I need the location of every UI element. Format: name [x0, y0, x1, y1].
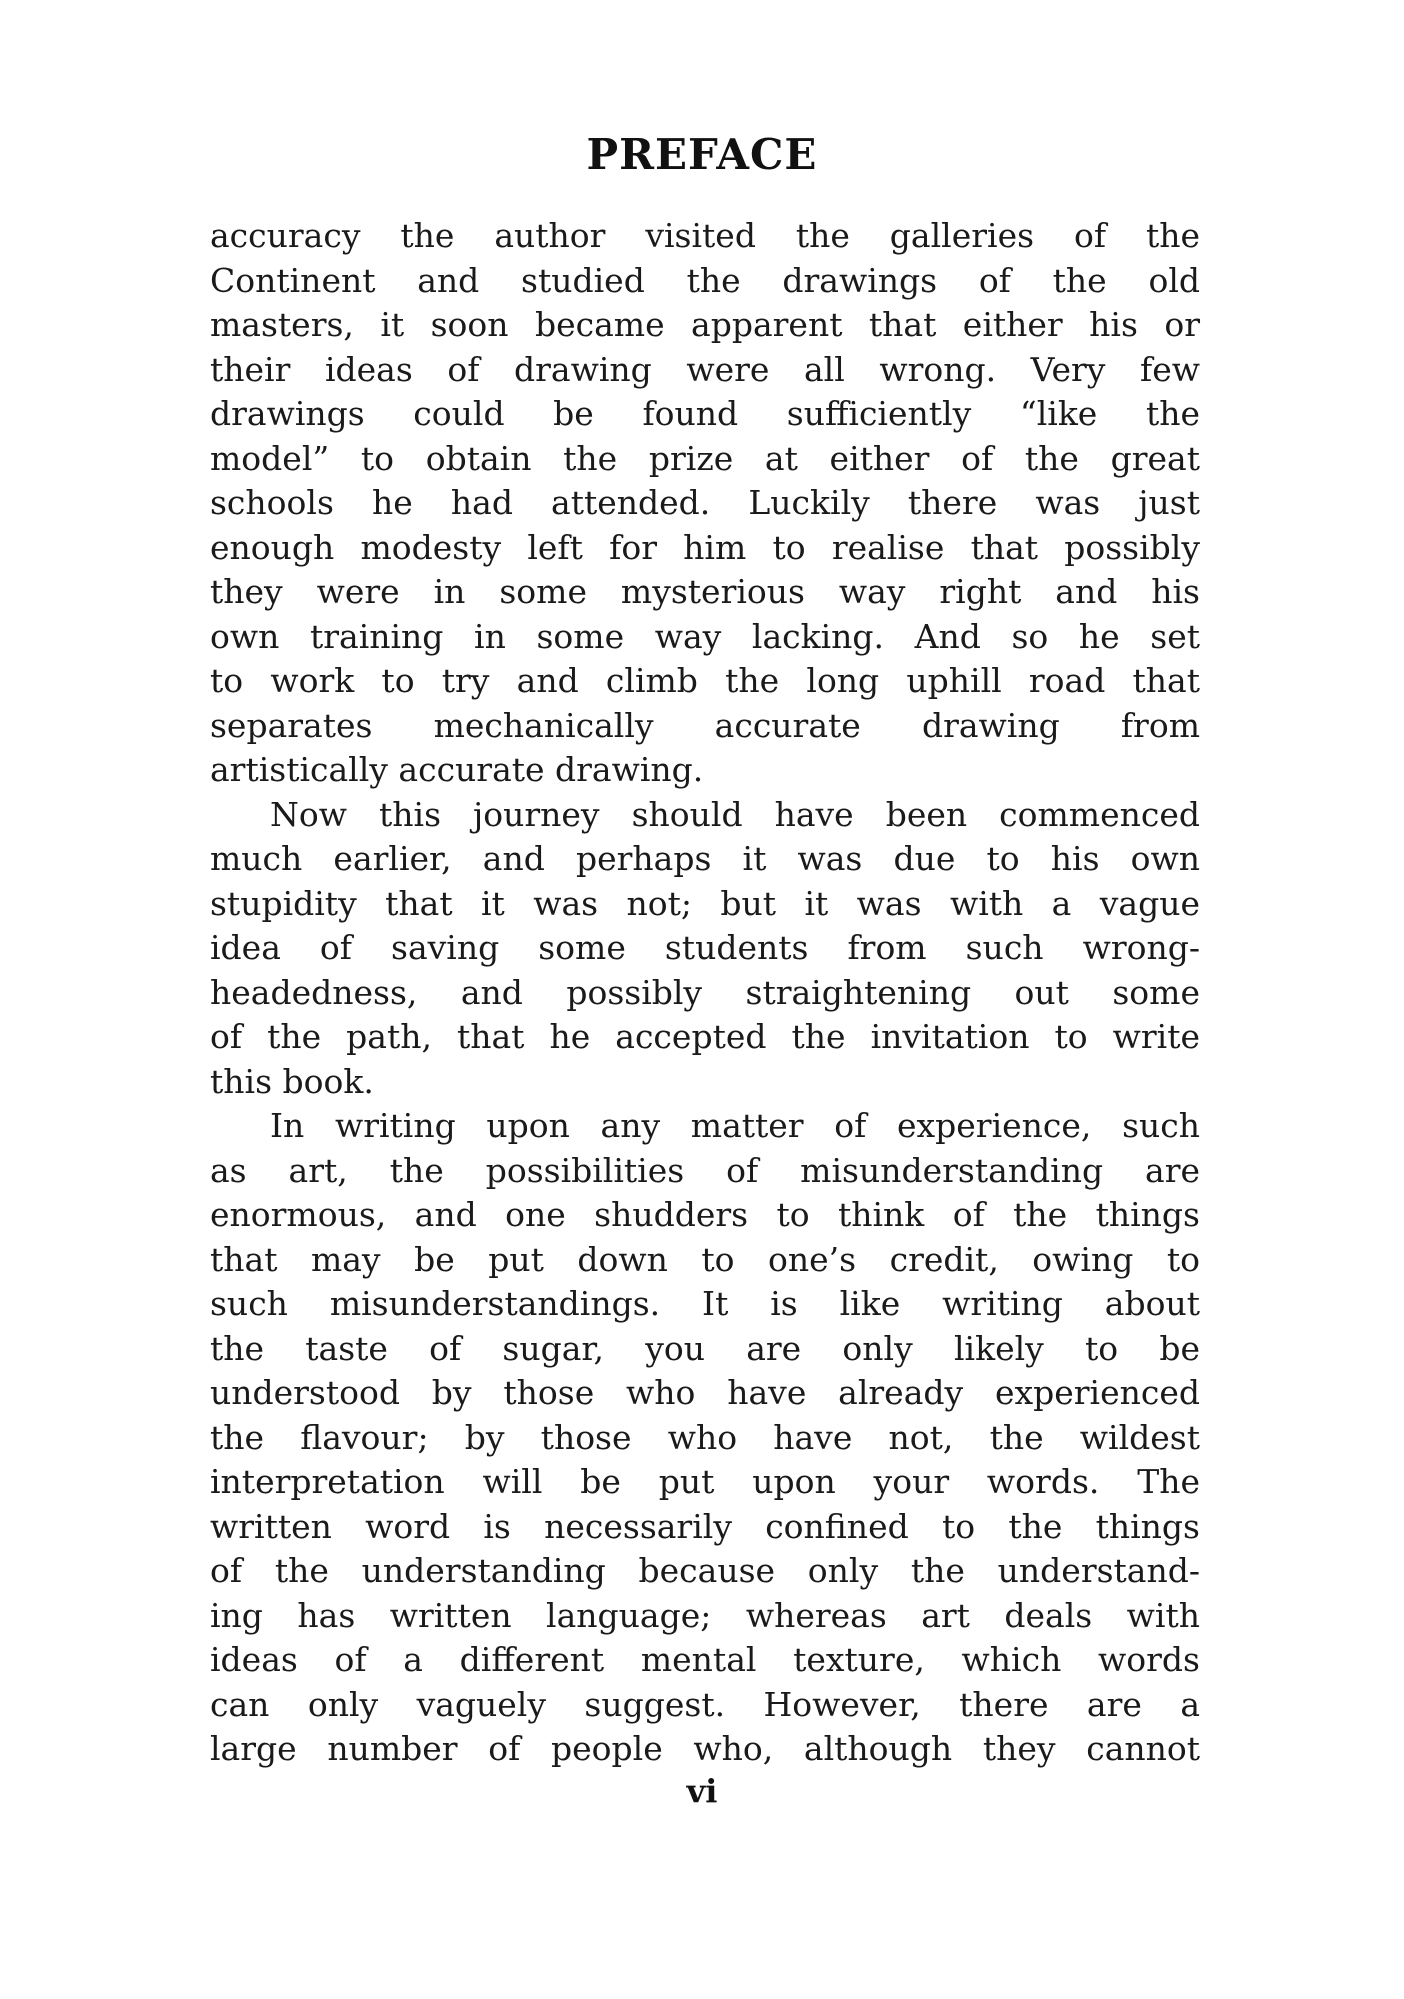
text-line: their ideas of drawing were all wrong. Very few: [210, 349, 1200, 389]
text-line: Continent and studied the drawings of the old: [210, 260, 1200, 300]
text-line: Now this journey should have been commenced: [270, 794, 1200, 834]
text-line: as art, the possibilities of misunderstanding are: [210, 1150, 1200, 1190]
text-line: much earlier, and perhaps it was due to his own: [210, 839, 1200, 878]
text-line: of the path, that he accepted the invitation to write: [210, 1017, 1200, 1056]
text-line: written word is necessarily confined to the things: [210, 1506, 1200, 1546]
text-line: this book.: [210, 1061, 374, 1101]
running-header: PREFACE: [586, 130, 818, 179]
text-line: model” to obtain the prize at either of the great: [210, 438, 1200, 478]
text-line: enormous, and one shudders to think of the things: [210, 1195, 1200, 1234]
body-text: [210, 214, 1200, 1772]
text-line: enough modesty left for him to realise that possibly: [210, 527, 1200, 567]
text-line: understood by those who have already experienced: [210, 1373, 1200, 1412]
text-line: artistically accurate drawing.: [210, 750, 704, 789]
page-number: vi: [686, 1772, 718, 1810]
text-line: ideas of a different mental texture, which words: [210, 1640, 1200, 1679]
text-line: idea of saving some students from such wrong-: [210, 928, 1200, 967]
text-line: own training in some way lacking. And so he set: [210, 616, 1200, 656]
text-line: ing has written language; whereas art deals with: [210, 1595, 1200, 1635]
text-line: headedness, and possibly straightening out some: [210, 972, 1200, 1012]
text-line: to work to try and climb the long uphill road that: [210, 661, 1200, 700]
text-line: that may be put down to one’s credit, owing to: [210, 1239, 1200, 1279]
text-line: In writing upon any matter of experience, such: [270, 1106, 1200, 1145]
text-line: the taste of sugar, you are only likely to be: [210, 1328, 1200, 1368]
text-line: can only vaguely suggest. However, there are a: [210, 1684, 1200, 1724]
text-line: schools he had attended. Luckily there was just: [210, 483, 1200, 522]
text-line: they were in some mysterious way right and his: [210, 572, 1200, 611]
text-line: accuracy the author visited the galleries of the: [210, 216, 1200, 255]
text-line: such misunderstandings. It is like writing about: [210, 1284, 1200, 1323]
text-line: masters, it soon became apparent that either his or: [210, 305, 1200, 344]
text-line: stupidity that it was not; but it was with a vague: [210, 883, 1200, 923]
text-line: interpretation will be put upon your words. The: [210, 1462, 1200, 1501]
text-line: the flavour; by those who have not, the wildest: [210, 1417, 1200, 1457]
text-line: separates mechanically accurate drawing from: [210, 705, 1200, 745]
text-line: of the understanding because only the understand-: [210, 1551, 1200, 1590]
text-line: drawings could be found sufficiently “like the: [210, 394, 1200, 433]
text-line: large number of people who, although they cannot: [210, 1729, 1200, 1768]
